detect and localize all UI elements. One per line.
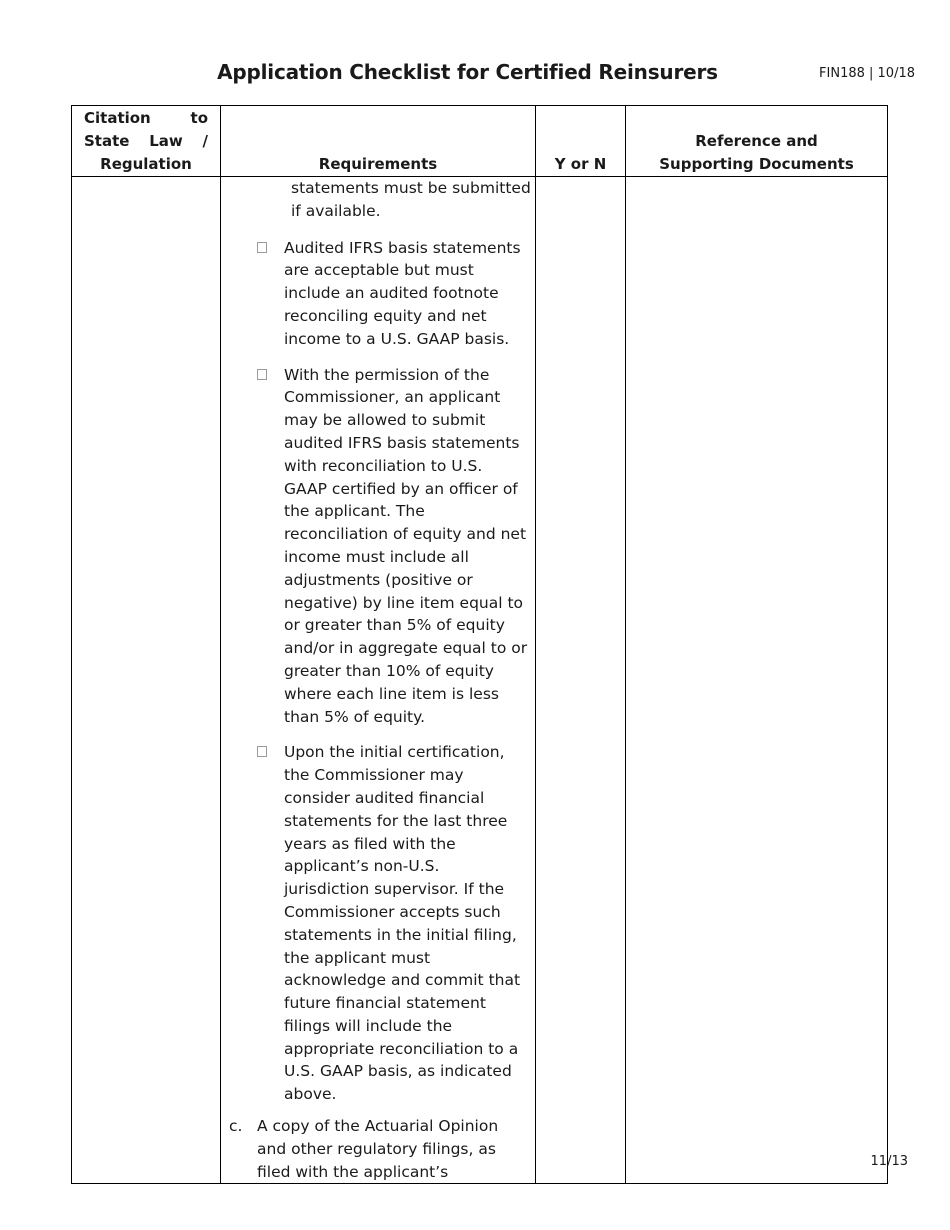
header-requirements: Requirements (221, 106, 536, 177)
y-or-n-cell[interactable] (536, 177, 626, 1184)
list-item (221, 237, 535, 351)
item-text: A copy of the Actuarial Opinion and other regulatory filings, as filed with the applicant’s (257, 1117, 499, 1181)
bullet-text: With the permission of the Commissioner, an applicant may be allowed to submit audited IFRS basis statements with reconciliation to U.S. GAAP certified by an officer of the applicant. The reconciliation of equity and net income must include all adjustments (positive or negative) by line item equal to or greater than 5% of equity and/or in aggregate equal to or greater than 10% of equity where each line item is less than 5% of equity. (284, 365, 528, 726)
header-y-or-n: Y or N (536, 106, 626, 177)
bullet-text: Audited IFRS basis statements are acceptable but must include an audited footnote reconciling equity and net income to a U.S. GAAP basis. (284, 238, 521, 348)
page-number: 11/13 (870, 1154, 908, 1169)
checkbox-icon[interactable] (257, 369, 267, 380)
bullet-text: Upon the initial certification, the Commissioner may consider audited financial statements for the last three years as filed with the applicant’s non-U.S. jurisdiction supervisor. If the Commissioner accepts such statements in the initial filing, the applicant must acknowledge and commit that future financial statement filings will include the appropriate reconciliation to a U.S. GAAP basis, as indicated above. (284, 743, 521, 1104)
form-code: FIN188 | 10/18 (819, 66, 915, 81)
citation-cell[interactable] (72, 177, 221, 1184)
checkbox-icon[interactable] (257, 242, 267, 253)
table-header-row (72, 106, 888, 177)
header-reference: Reference and Supporting Documents (626, 106, 888, 177)
header-citation (72, 106, 221, 177)
list-item (221, 741, 535, 1106)
list-item (221, 364, 535, 729)
table-row (72, 177, 888, 1184)
continued-text: statements must be submitted if available. (291, 179, 531, 220)
reference-cell[interactable] (626, 177, 888, 1184)
requirements-cell (221, 177, 536, 1184)
header-citation-line: State Law / (84, 132, 208, 150)
list-item-c (221, 1115, 535, 1183)
header-citation-line: Regulation (100, 155, 192, 173)
header-citation-line: Citation to (84, 109, 208, 127)
checklist-table (71, 105, 888, 1184)
page-title: Application Checklist for Certified Reinsurers (217, 60, 718, 84)
item-label: c. (229, 1117, 243, 1136)
checkbox-icon[interactable] (257, 746, 267, 757)
